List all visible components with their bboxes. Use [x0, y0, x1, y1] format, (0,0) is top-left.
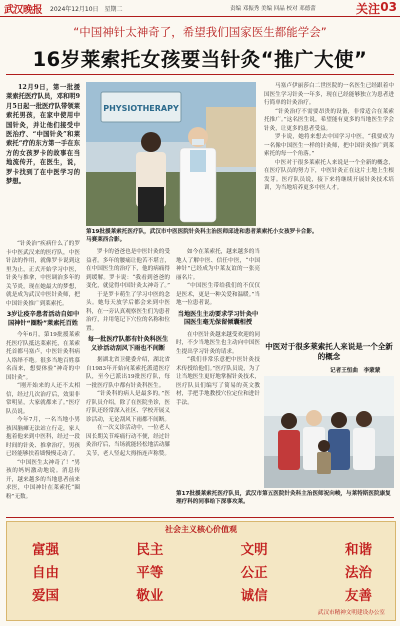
text-column-3 [176, 248, 260, 518]
article-paragraph: “我们非常乐意把中医针灸技术传授给他们。”医疗队员说，为了让当地医生更好地掌握针灸技术，医疗队员们编写了简易的英文教材，手把手地教授穴位定位和进针手法。 [176, 357, 260, 406]
text-column-4 [264, 82, 394, 340]
core-values-credit: 武汉市精神文明建设办公室 [317, 610, 385, 616]
editor-credits: 责编 邓振秀 美编 回晶 校对 邓德蕾 [230, 6, 316, 12]
reporter-byline: 记者王恒曲 李蒙蒙 [330, 368, 381, 374]
core-value: 文明 [240, 542, 268, 558]
photo1-caption-line2: 马赛莱西合影。 [86, 237, 126, 243]
photo2-caption: 第17批援莱索托医疗队员，武汉市第五医院针灸科主治医师祝向峻，与莱特斯医院康复理疗科的同事给下深事攻莱。 [176, 491, 391, 505]
article-paragraph: “针灸治疗不需要昂贵的设备，非常适合在莱索托推广。”这名医生说，希望能有更多的当地医生学会针灸，让更多的患者受益。 [264, 108, 394, 132]
physiotherapy-sign-text: PHYSIOTHERAPY [103, 104, 179, 113]
headline-kicker: “中国神针太神奇了，希望我们国家医生都能学会” [73, 25, 327, 39]
lead-paragraph: 12月9日，第一批援莱索托医疗队员，邓和明9月5日起一批医疗队带领莱索托男孩，在家中使用中国针灸，并让他们接受中医治疗、“中国针灸”和莱索托“疗的东方第一手在东方的女孩罗卡的故事在当地流传开，在医生，说，罗卡找到了在中医学习的梦想。 [6, 84, 80, 186]
core-values-panel [6, 521, 396, 621]
section-heading: 3岁让疫辛患者活动自如中国神针“圈粉”莱索托百姓 [6, 311, 80, 327]
page-number: 03 [380, 0, 397, 14]
article-paragraph: 如今在莱索托，越来越多的当地人了解中医、信任中医，“中国神针”已经成为中莱友谊的一张亮丽名片。 [176, 249, 260, 281]
article-paragraph: “针灸治”疾病什么了的罗卡中医武汉来的医疗队，中医针法的作用，就像罗卡说到这里为止，正式开始学习中医，针灸与推拿，中医调治多年的关节炎，现在她最大的梦想，就是成为武汉中医针灸师，把中国针灸推广到莱索托。 [6, 241, 80, 307]
core-value: 法治 [344, 565, 372, 581]
article-paragraph: 在中医针灸越来越受欢迎的同时，不少当地医生也主动向中国医生提出学习针灸的请求。 [176, 331, 260, 355]
headline-main: 16岁莱索托女孩要当针灸“推广大使” [32, 48, 368, 71]
article-paragraph: “中国医生太神奇了！”男孩的妈妈激动地说。消息传开，越来越多的当地患者前来求医，中国神针在莱索托“圈粉”无数。 [6, 459, 80, 500]
core-value: 敬业 [136, 588, 164, 604]
issue-date: 2024年12月10日 星期二 [50, 6, 123, 13]
article-paragraph: “刚开始来的人还不太相信，经过几次治疗后，效果非常明显，大家就都来了。”医疗队员说。 [6, 383, 80, 415]
article-paragraph: 据湖北省卫健委介绍，湖北省自1983年开始向莱索托派遣医疗队，至今已派出19批医疗队，每一批医疗队中都有针灸科医生。 [86, 357, 170, 389]
photo-medical-team-image [264, 376, 394, 488]
section-name: 关注 [355, 2, 380, 16]
masthead [0, 0, 400, 17]
bottom-rule [6, 517, 394, 518]
photo-medical-team [264, 376, 394, 488]
core-value: 富强 [32, 542, 59, 558]
article-paragraph: 今年7月，一名当地小男孩因脑瘫无法站立行走，家人抱着他来到中医科，经过一段时间的针灸、推拿治疗，男孩已经能够扶着墙慢慢走动了。 [6, 417, 80, 457]
core-values-row-2 [32, 561, 372, 581]
core-values-title: 社会主义核心价值观 [165, 525, 237, 534]
headline-rule [6, 74, 394, 75]
core-values-row-3 [32, 584, 372, 604]
photo-doctor-and-girl [86, 82, 256, 226]
article-paragraph: 于是罗卡萌生了学习中医的念头。她每天放学后都会来到中医科，在一旁认真观察医生们为患者治疗，并用笔记下穴位的名称和位置。 [86, 291, 170, 332]
box-headline: 中医对于很多莱索托人来说是一个全新的概念 [265, 342, 393, 361]
core-value: 爱国 [32, 588, 59, 604]
article-paragraph: 马塞卢伊丽莎白二世医院的一名医生已经跟着中国医生学习针灸一年多，现在已经能够独立为患者进行简单的针灸治疗。 [264, 83, 394, 106]
text-column-2 [86, 248, 170, 518]
section-heading: 当地医生主动要求学习针灸中国医生毫无保留倾囊相授 [177, 310, 259, 326]
article-paragraph: 今年6月，第19批援莱索托医疗队抵达莱索托，在莱索托首都马塞卢，中医针灸科病人络绎不绝。很多当地百姓慕名而来，想要体验“神奇的中国针灸”。 [6, 332, 80, 381]
article-paragraph: 中医对于很多莱索托人来说是一个全新的概念，在医疗队员的努力下，中医针灸正在这片土地上生根发芽。医疗队员说，接下来将继续开展针灸技术培训，为当地培养更多中医人才。 [264, 159, 394, 191]
core-value: 和谐 [344, 542, 372, 558]
article-paragraph: 在一次义诊活动中，一位老人因长期关节疼痛行动不便，经过针灸治疗后，当场就能轻松地活动膝关节，老人竖起大拇指连声称赞。 [86, 425, 170, 457]
core-value: 民主 [136, 542, 164, 558]
photo-doctor-and-girl-image [86, 82, 256, 226]
section-heading: 每一批医疗队都有针灸科医生义诊活动刮风下雨也不间断 [87, 336, 169, 352]
article-paragraph: “中国医生带给我们的不仅仅是医术，更是一种关爱和温暖。”当地一位患者说。 [176, 283, 260, 306]
core-value: 友善 [344, 588, 372, 604]
core-value: 平等 [136, 565, 164, 581]
core-value: 公正 [240, 565, 268, 581]
article-paragraph: 罗卡说，她将来想去中国学习中医，“我要成为一名像中国医生一样的针灸师，把中国针灸推广到莱索托的每一个角落。” [264, 134, 394, 157]
article-paragraph: 罗卡的爸爸也是中医针灸的受益者。多年的腰痛让他苦不堪言，在中国医生的治疗下，他的病痛得到缓解。罗卡说：“我看到爸爸的变化，就觉得中国针灸太神奇了。” [86, 249, 170, 289]
core-values-row-1 [32, 538, 372, 558]
photo1-caption-line1: 第19批援莱索托医疗队，武汉市中医医院针灸科主治医师邱进和患者莱索托小女孩罗卡合影。 [86, 229, 318, 235]
core-value: 诚信 [240, 588, 268, 604]
newspaper-logo: 武汉晚报 [4, 5, 42, 16]
core-value: 自由 [32, 565, 59, 581]
article-paragraph: “针灸科的病人是最多的。”医疗队员介绍，除了在医院坐诊，医疗队还经常深入社区、学校开展义诊活动，无论刮风下雨都不间断。 [86, 391, 170, 423]
text-column-1 [6, 240, 80, 518]
